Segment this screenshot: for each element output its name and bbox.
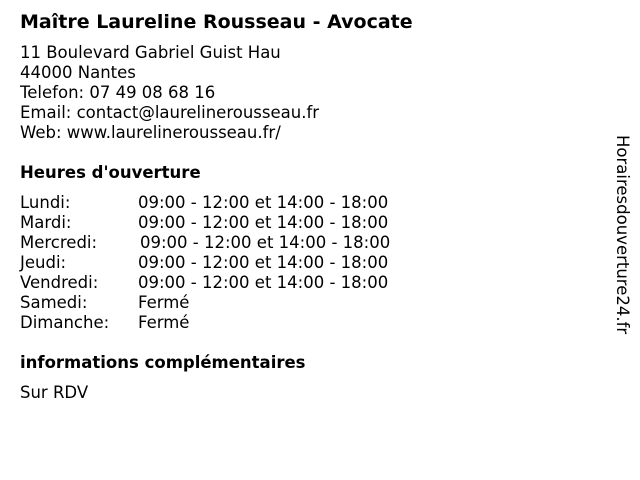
- watermark: Horairesdouverture24.fr: [613, 135, 632, 335]
- hours-time: Fermé: [138, 313, 190, 332]
- hours-time: Fermé: [138, 293, 190, 312]
- address-city: 44000 Nantes: [20, 63, 136, 82]
- info-text: Sur RDV: [20, 383, 89, 402]
- hours-day: Dimanche:: [20, 313, 110, 332]
- hours-time: 09:00 - 12:00 et 14:00 - 18:00: [138, 273, 389, 292]
- business-title: Maître Laureline Rousseau - Avocate: [20, 11, 413, 33]
- email-line: Email: contact@laurelinerousseau.fr: [20, 103, 320, 122]
- phone-line: Telefon: 07 49 08 68 16: [20, 83, 216, 102]
- hours-day: Samedi:: [20, 293, 88, 312]
- hours-heading: Heures d'ouverture: [20, 163, 201, 182]
- contact-block: [20, 43, 319, 143]
- hours-time: 09:00 - 12:00 et 14:00 - 18:00: [138, 213, 389, 232]
- hours-day: Lundi:: [20, 193, 71, 212]
- hours-day: Vendredi:: [20, 273, 99, 292]
- hours-day: Mardi:: [20, 213, 72, 232]
- hours-time: 09:00 - 12:00 et 14:00 - 18:00: [140, 233, 391, 252]
- hours-time: 09:00 - 12:00 et 14:00 - 18:00: [138, 253, 389, 272]
- hours-day: Mercredi:: [20, 233, 98, 252]
- hours-time: 09:00 - 12:00 et 14:00 - 18:00: [138, 193, 389, 212]
- info-heading: informations complémentaires: [20, 353, 306, 372]
- web-line: Web: www.laurelinerousseau.fr/: [20, 123, 281, 142]
- hours-day: Jeudi:: [20, 253, 67, 272]
- address-street: 11 Boulevard Gabriel Guist Hau: [20, 43, 281, 62]
